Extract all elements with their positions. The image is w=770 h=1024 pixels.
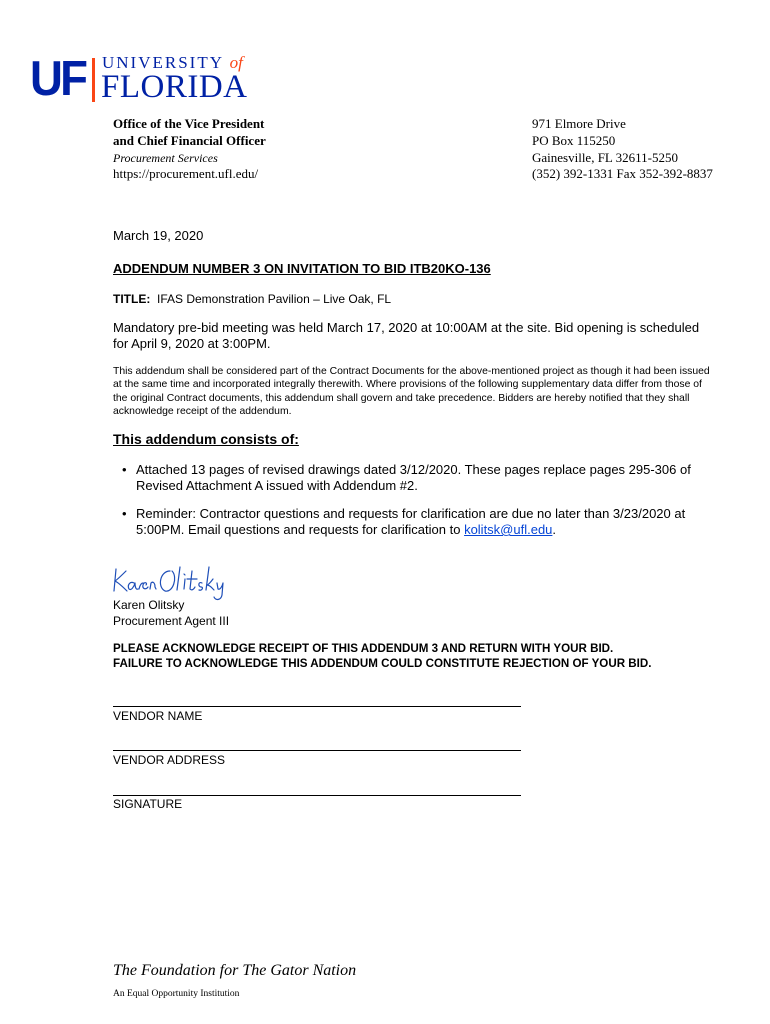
signature-label: SIGNATURE <box>113 797 183 811</box>
signer-block <box>113 598 229 629</box>
uf-logo-mark: UF <box>30 52 86 106</box>
office-website: https://procurement.ufl.edu/ <box>113 166 259 182</box>
consists-heading: This addendum consists of: <box>113 431 299 447</box>
letter-date: March 19, 2020 <box>113 228 204 243</box>
office-block <box>113 116 266 183</box>
uf-logo <box>30 52 270 104</box>
addendum-items-list <box>122 462 692 550</box>
signer-name: Karen Olitsky <box>113 598 185 612</box>
list-item: • Reminder: Contractor questions and requests for clarification are due no later than 3/23/2020 at 5:00PM. Email questions and requests for clarification to kolitsk@ufl.edu. <box>122 506 692 538</box>
vendor-name-label: VENDOR NAME <box>113 709 203 723</box>
footer-equal-opportunity: An Equal Opportunity Institution <box>113 989 240 999</box>
project-title <box>113 292 391 306</box>
title-label: TITLE: <box>113 292 151 306</box>
office-line-2: and Chief Financial Officer <box>113 132 266 148</box>
address-line-4: (352) 392-1331 Fax 352-392-8837 <box>532 166 713 182</box>
contract-paragraph: This addendum shall be considered part of the Contract Documents for the above-mentioned project as though it had been issued at the same time and incorporated integrally therewith. Where provisions of the following supplementary data differ from those of the original Contract documents, this addendum shall govern and take precedence. Bidders are hereby notified that they shall acknowledge receipt of the addendum. <box>113 366 710 417</box>
office-line-3: Procurement Services <box>113 150 218 165</box>
acknowledge-line-1: PLEASE ACKNOWLEDGE RECEIPT OF THIS ADDENDUM 3 AND RETURN WITH YOUR BID. <box>113 642 614 655</box>
handwritten-signature <box>110 563 235 603</box>
title-value: IFAS Demonstration Pavilion – Live Oak, FL <box>157 292 392 306</box>
address-block <box>532 116 713 183</box>
signer-role: Procurement Agent III <box>113 613 230 628</box>
logo-florida-text: FLORIDA <box>101 69 248 105</box>
acknowledge-line-2: FAILURE TO ACKNOWLEDGE THIS ADDENDUM COULD CONSTITUTE REJECTION OF YOUR BID. <box>113 657 652 670</box>
vendor-address-line[interactable] <box>113 750 521 751</box>
signature-line[interactable] <box>113 795 521 796</box>
vendor-address-label: VENDOR ADDRESS <box>113 753 226 767</box>
signature-drawing <box>110 563 235 603</box>
footer-tagline: The Foundation for The Gator Nation <box>113 962 357 979</box>
meeting-paragraph: Mandatory pre-bid meeting was held March 17, 2020 at 10:00AM at the site. Bid opening is scheduled for April 9, 2020 at 3:00PM. <box>113 320 700 351</box>
address-line-1: 971 Elmore Drive <box>532 116 626 131</box>
office-line-1: Office of the Vice President <box>113 116 265 131</box>
address-line-2: PO Box 115250 <box>532 132 616 148</box>
address-line-3: Gainesville, FL 32611-5250 <box>532 149 678 165</box>
list-item: • Attached 13 pages of revised drawings dated 3/12/2020. These pages replace pages 295-306 of Revised Attachment A issued with Addendum #2. <box>122 462 692 494</box>
logo-university-text: UNIVERSITY of <box>102 53 243 72</box>
addendum-heading: ADDENDUM NUMBER 3 ON INVITATION TO BID ITB20KO-136 <box>113 261 491 276</box>
logo-divider <box>92 58 95 102</box>
acknowledge-notice <box>113 641 651 671</box>
email-link[interactable]: kolitsk@ufl.edu <box>464 522 553 537</box>
vendor-name-line[interactable] <box>113 706 521 707</box>
